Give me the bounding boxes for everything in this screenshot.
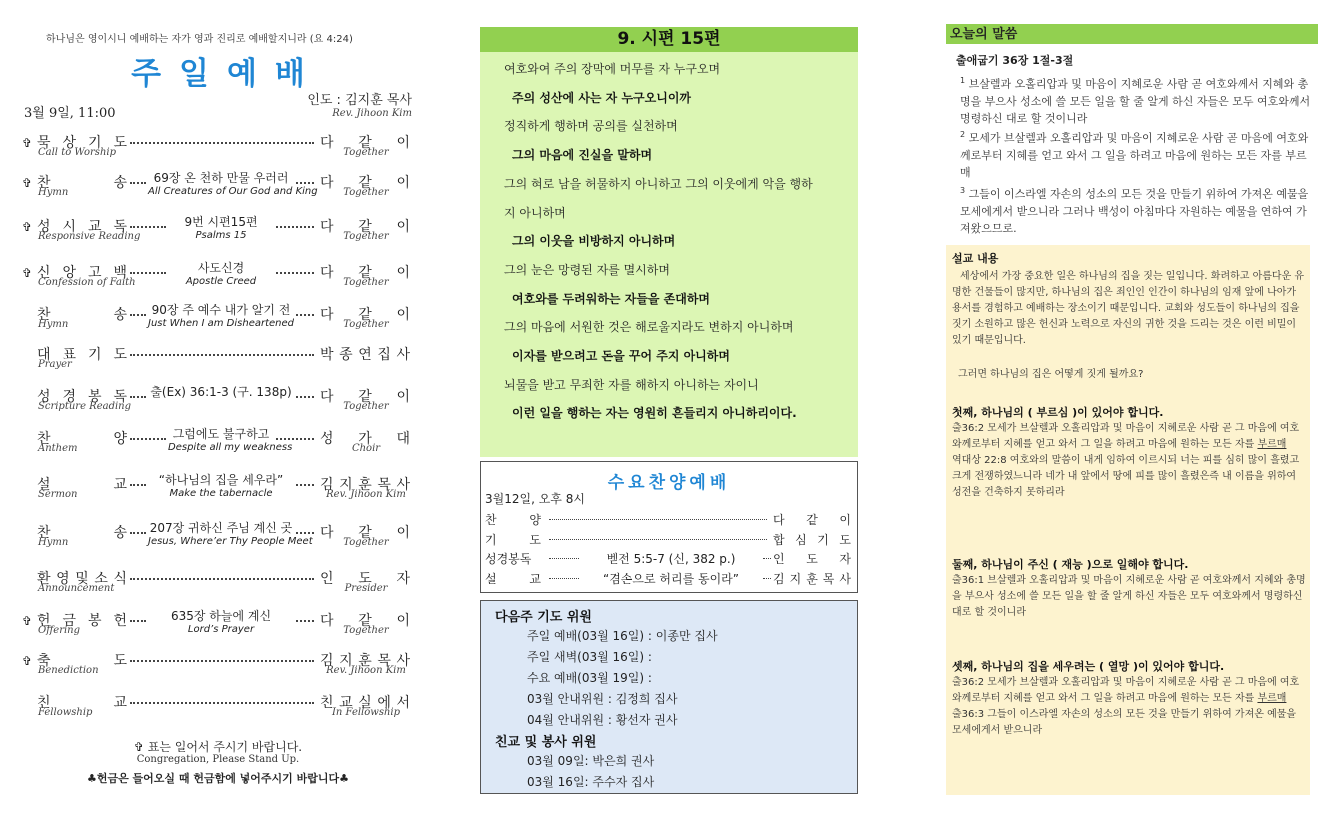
dot-leader	[130, 578, 314, 580]
leader-char: 김	[320, 653, 334, 669]
order-item-leader-en: Together	[343, 277, 389, 288]
dot-leader	[296, 314, 314, 316]
wednesday-row	[485, 511, 853, 529]
leader-char: 다	[320, 135, 334, 151]
order-item-char: 대	[37, 347, 51, 363]
leader-char: 지	[339, 653, 353, 669]
sermon-point-keyword: 부르매	[1257, 439, 1287, 450]
order-item-char: 기	[87, 347, 102, 363]
sermon-point-text: 출36:2 모세가 브살렐과 오홀리압과 및 마음이 지혜로운 사람 곧 그 마음에 여호와께로부터 지혜를 얻고 와서 그 일을 하려고 마음에 원하는 모든 자를	[952, 423, 1300, 450]
leader-char: 집	[377, 347, 391, 363]
leader-char: 이	[396, 175, 410, 191]
order-item-leader-en: Rev. Jihoon Kim	[326, 665, 406, 676]
psalm-line: 그의 마음에 진실을 말하며	[512, 148, 653, 163]
fellowship-committee-item: 03월 09일: 박은희 권사	[527, 754, 655, 768]
order-item-detail	[148, 301, 294, 329]
order-item-en: Offering	[38, 625, 81, 636]
offering-note: ♣헌금은 들어오실 때 헌금함에 넣어주시기 바랍니다♣	[86, 772, 349, 785]
order-item-en: Sermon	[38, 489, 78, 500]
leader-char: 교	[339, 695, 353, 711]
dot-leader	[763, 578, 771, 579]
wednesday-leader-char: 자	[839, 552, 851, 566]
order-item-char: 송	[113, 525, 127, 541]
leader-char: 대	[396, 431, 410, 447]
wednesday-row	[485, 570, 853, 588]
wednesday-detail: 벧전 5:5-7 (신, 382 p.)	[606, 552, 736, 566]
leader-char: 다	[320, 219, 334, 235]
order-item-char: 교	[113, 477, 127, 493]
order-item-char: 백	[113, 265, 127, 281]
sermon-point-text: 출36:3 그들이 이스라엘 자손의 성소의 모든 것을 만들기 위하여 가져온 예물을 모세에게서 받으니라	[952, 709, 1297, 736]
order-item-char: 송	[113, 307, 127, 323]
leader-char: 자	[396, 571, 410, 587]
sermon-point-body	[952, 421, 1306, 501]
dot-leader	[130, 620, 146, 622]
order-item-char: 독	[113, 389, 127, 405]
stand-note-en: Congregation, Please Stand Up.	[136, 754, 300, 765]
order-row	[18, 692, 418, 728]
order-item-detail	[148, 471, 294, 499]
order-item-char: 설	[37, 477, 51, 493]
leader-char: 사	[396, 653, 410, 669]
order-item-char: 경	[62, 389, 77, 405]
sermon-point-title: 셋째, 하나님의 집을 세우려는 ( 열망 )이 있어야 합니다.	[952, 660, 1225, 673]
prayer-committee-item: 수요 예배(03월 19일) :	[527, 671, 652, 685]
order-item-char: 환	[37, 571, 51, 587]
detail-ko: “하나님의 집을 세우라”	[158, 473, 284, 487]
dot-leader	[130, 226, 166, 228]
wednesday-service-box	[480, 461, 858, 593]
leader-char: 이	[396, 525, 410, 541]
verse-text: 그들이 이스라엘 자손의 성소의 모든 것을 만들기 위하여 가져온 예물을 모세에게서 받으니라 그러나 백성이 아침마다 자원하는 예물을 연하여 가져왔으므로.	[960, 187, 1309, 235]
psalm-line: 주의 성산에 사는 자 누구오니이까	[512, 90, 692, 105]
order-row	[18, 344, 418, 380]
detail-ko: 69장 온 천하 만물 우러러	[153, 171, 289, 185]
order-item-char: 헌	[37, 613, 51, 629]
order-item-char: 식	[113, 571, 127, 587]
leader-char: 이	[396, 265, 410, 281]
order-item-char: 찬	[37, 307, 51, 323]
dot-leader	[549, 539, 767, 540]
cross-icon: ✞	[22, 654, 33, 668]
sermon-notes-box	[946, 245, 1310, 795]
detail-en: All Creatures of Our God and King	[148, 186, 318, 197]
dot-leader	[296, 396, 314, 398]
leader-char: 종	[339, 347, 353, 363]
worship-order-column	[18, 24, 418, 814]
detail-en: Jesus, Where’er Thy People Meet	[148, 536, 313, 547]
verse-number: 3	[960, 186, 966, 195]
order-row	[18, 132, 418, 168]
order-item-en: Fellowship	[38, 707, 93, 718]
leader-char: 같	[358, 135, 372, 151]
order-row	[18, 172, 418, 208]
sermon-point-body	[952, 675, 1306, 739]
prayer-committee-heading: 다음주 기도 위원	[495, 610, 592, 625]
order-item-en: Confession of Faith	[38, 277, 136, 288]
leader-char: 실	[358, 695, 372, 711]
wednesday-item: 성경봉독	[485, 552, 532, 566]
leader-char: 다	[320, 525, 334, 541]
cross-icon: ✞	[22, 614, 33, 628]
dot-leader	[296, 484, 314, 486]
order-item-char: 신	[37, 265, 51, 281]
order-item-char: 및	[75, 571, 89, 587]
order-item-char: 고	[87, 265, 102, 281]
wednesday-row	[485, 531, 853, 549]
wednesday-leader	[773, 570, 851, 587]
scripture-verse	[960, 72, 1312, 127]
leader-en: Rev. Jihoon Kim	[332, 108, 412, 119]
leader-char: 지	[339, 477, 353, 493]
wednesday-leader-char: 목	[822, 571, 835, 586]
wednesday-leader-char: 다	[773, 513, 785, 527]
order-item-leader-en: In Fellowship	[331, 707, 401, 718]
page-title: 주일예배	[131, 56, 323, 92]
order-item-leader-en: Rev. Jihoon Kim	[326, 489, 406, 500]
wednesday-leader-char: 도	[806, 552, 818, 566]
leader-char: 다	[320, 613, 334, 629]
leader-char: 사	[396, 477, 410, 493]
wednesday-leader	[773, 511, 851, 528]
order-row	[18, 386, 418, 422]
order-item-char: 시	[62, 219, 77, 235]
sermon-intro: 세상에서 가장 중요한 일은 하나님의 집을 짓는 일입니다. 화려하고 아름다운 유명한 건물들이 많지만, 하나님의 집은 죄인인 인간이 하나님의 임재 앞에 나아가 용서를 경험하고 예배하는 장소이기 때문입니다. 교회와 성도들이 하나님의 집을 짓기 소원하고 많은 헌신과 노력으로 자신의 귀한 것을 드리는 것은 이런 비밀이 있기 때문입니다.	[952, 271, 1305, 346]
leader-char: 같	[358, 613, 372, 629]
dot-leader	[130, 660, 314, 662]
order-row	[18, 262, 418, 298]
order-item-char: 교	[113, 695, 127, 711]
order-item-char: 헌	[113, 613, 127, 629]
dot-leader	[130, 484, 146, 486]
leader-char: 다	[320, 307, 334, 323]
dot-leader	[130, 532, 146, 534]
order-item-en: Prayer	[38, 359, 72, 370]
order-item-char: 영	[56, 571, 70, 587]
verse-number: 2	[960, 130, 966, 139]
sermon-point-text: 출36:2 모세가 브살렐과 오홀리압과 및 마음이 지혜로운 사람 곧 그 마음에 여호와께로부터 지혜를 얻고 와서 그 일을 하려고 마음에 원하는 모든 자를	[952, 677, 1300, 704]
detail-ko: 9번 시편15편	[184, 215, 258, 229]
detail-ko: 90장 주 예수 내가 알기 전	[151, 303, 291, 317]
verse-text: 모세가 브살렐과 오홀리압과 및 마음이 지혜로운 사람 곧 마음에 여호와께로부터 지혜를 얻고 와서 그 일을 하려고 마음에 원하는 모든 자를 부르매	[960, 131, 1309, 179]
leader-char: 이	[396, 613, 410, 629]
wednesday-leader-char: 기	[817, 532, 829, 547]
order-row	[18, 428, 418, 464]
order-item-char: 소	[94, 571, 108, 587]
order-item-leader-en: Together	[343, 187, 389, 198]
leader-char: 가	[358, 431, 372, 447]
sermon-question: 그러면 하나님의 집은 어떻게 짓게 될까요?	[958, 369, 1144, 380]
detail-ko: 사도신경	[197, 261, 245, 275]
wednesday-row	[485, 550, 853, 568]
dot-leader	[549, 578, 579, 579]
leader-char: 이	[396, 135, 410, 151]
scripture-reference: 출애굽기 36장 1절-3절	[956, 54, 1074, 67]
leader-char: 같	[358, 175, 372, 191]
wednesday-item-char: 교	[529, 571, 541, 586]
sermon-point-keyword: 부르매	[1257, 693, 1287, 704]
psalm-title: 9. 시편 15편	[480, 27, 858, 52]
sermon-heading: 설교 내용	[952, 252, 999, 265]
order-item-char: 묵	[37, 135, 51, 151]
order-item-char: 도	[113, 135, 127, 151]
wednesday-detail: “겸손으로 허리를 동이라”	[603, 571, 739, 586]
order-item-char: 송	[113, 175, 127, 191]
service-date: 3월 9일, 11:00	[24, 106, 116, 121]
leader-char: 사	[396, 347, 410, 363]
dot-leader	[130, 354, 314, 356]
order-item-detail	[168, 425, 293, 453]
responsive-reading-box	[480, 27, 858, 457]
cross-icon: ✞	[22, 176, 33, 190]
wednesday-leader-char: 사	[839, 571, 851, 586]
detail-ko: 207장 귀하신 주님 계신 곳	[149, 521, 293, 535]
wednesday-title: 수요찬양예배	[607, 473, 731, 493]
scripture-verse	[960, 182, 1312, 237]
order-item-char: 봉	[87, 389, 102, 405]
order-item-char: 금	[62, 613, 77, 629]
order-item-leader	[320, 344, 410, 364]
dot-leader	[276, 226, 314, 228]
leader-char: 이	[396, 307, 410, 323]
dot-leader	[276, 272, 314, 274]
order-item-char: 도	[113, 347, 127, 363]
order-item-en: Call to Worship	[38, 147, 116, 158]
psalm-line: 지 아니하며	[504, 205, 566, 220]
todays-word-title: 오늘의 말씀	[946, 24, 1318, 44]
order-item-detail	[168, 259, 274, 287]
psalm-line: 그의 마음에 서원한 것은 해로울지라도 변하지 아니하며	[504, 320, 794, 335]
psalm-line: 이런 일을 행하는 자는 영원히 흔들리지 아니하리이다.	[512, 406, 797, 421]
order-item-detail	[148, 519, 313, 547]
order-item-detail	[168, 213, 274, 241]
wednesday-leader-char: 도	[839, 532, 851, 547]
wednesday-leader-char: 합	[773, 532, 785, 547]
leader-char: 에	[377, 695, 391, 711]
order-item-en: Anthem	[38, 443, 78, 454]
sermon-point-text: 역대상 22:8 여호와의 말씀이 내게 임하여 이르시되 너는 피를 심히 많이 흘렸고 크게 전쟁하였느니라 네가 내 앞에서 땅에 피를 많이 흘렸은즉 내 이름을 위하여 성전을 건축하지 못하리라	[952, 455, 1300, 498]
dot-leader	[130, 438, 166, 440]
order-item-leader-en: Together	[343, 147, 389, 158]
leader-char: 다	[320, 265, 334, 281]
detail-en: Make the tabernacle	[169, 488, 273, 499]
dot-leader	[296, 620, 314, 622]
psalm-line: 그의 혀로 남을 허물하지 아니하고 그의 이웃에게 악을 행하	[504, 176, 813, 191]
leader-char: 같	[358, 389, 372, 405]
detail-ko: 635장 하늘에 계신	[170, 609, 272, 623]
order-row	[18, 522, 418, 558]
cross-icon: ✞	[22, 220, 33, 234]
detail-en: Lord’s Prayer	[187, 624, 255, 635]
wednesday-item-char: 기	[485, 532, 497, 547]
leader-ko: 인도 : 김지훈 목사	[307, 93, 412, 108]
leader-char: 다	[320, 389, 334, 405]
dot-leader	[130, 396, 146, 398]
order-item-leader-en: Together	[343, 625, 389, 636]
order-row	[18, 568, 418, 604]
wednesday-item	[485, 531, 541, 548]
order-row	[18, 304, 418, 340]
order-item-char: 양	[113, 431, 127, 447]
wednesday-item-char: 양	[529, 513, 541, 527]
todays-word-box	[946, 24, 1318, 240]
wednesday-leader-char: 김	[773, 571, 785, 586]
detail-ko: 출(Ex) 36:1-3 (구. 138p)	[150, 385, 292, 399]
order-item-char: 찬	[37, 175, 51, 191]
dot-leader	[296, 182, 314, 184]
wednesday-leader-char: 같	[806, 513, 818, 527]
wednesday-leader	[773, 531, 851, 548]
dot-leader	[130, 272, 166, 274]
cross-icon: ✞	[22, 136, 33, 150]
fellowship-committee-item: 03월 16일: 주수자 집사	[527, 775, 655, 789]
wednesday-item	[485, 511, 541, 528]
leader-char: 다	[320, 175, 334, 191]
order-item-detail	[148, 383, 294, 400]
order-item-leader-en: Together	[343, 319, 389, 330]
leader-char: 성	[320, 431, 334, 447]
dot-leader	[130, 314, 146, 316]
order-item-char: 표	[62, 347, 77, 363]
leader-char: 도	[358, 571, 372, 587]
sermon-point-body	[952, 573, 1306, 621]
cross-icon: ✞	[22, 266, 33, 280]
service-leader	[307, 89, 412, 119]
order-item-detail	[148, 169, 318, 197]
detail-en: Apostle Creed	[185, 276, 257, 287]
order-item-char: 축	[37, 653, 51, 669]
dot-leader	[296, 532, 314, 534]
sermon-point-title: 둘째, 하나님이 주신 ( 재능 )으로 일해야 합니다.	[952, 558, 1189, 571]
leader-char: 훈	[358, 477, 372, 493]
order-item-en: Hymn	[38, 537, 69, 548]
order-item-char: 상	[62, 135, 77, 151]
wednesday-leader-char: 인	[773, 552, 785, 566]
leader-char: 훈	[358, 653, 372, 669]
fellowship-committee-heading: 친교 및 봉사 위원	[495, 735, 597, 750]
leader-char: 목	[377, 477, 391, 493]
order-item-en: Benediction	[38, 665, 99, 676]
prayer-committee-item: 주일 새벽(03월 16일) :	[527, 650, 652, 664]
leader-char: 친	[320, 695, 334, 711]
wednesday-leader	[773, 550, 851, 567]
wednesday-leader-char: 훈	[806, 571, 818, 586]
order-item-leader-en: Together	[343, 537, 389, 548]
leader-char: 인	[320, 571, 334, 587]
leader-char: 이	[396, 389, 410, 405]
psalm-line: 여호와여 주의 장막에 머무를 자 누구오며	[504, 62, 721, 76]
stand-note: ✞ 표는 일어서 주시기 바랍니다.	[133, 740, 303, 754]
dot-leader	[549, 519, 767, 520]
scripture-verse	[960, 126, 1312, 181]
order-item-char: 성	[37, 389, 51, 405]
sermon-point-title: 첫째, 하나님의 ( 부르심 )이 있어야 합니다.	[952, 406, 1164, 419]
wednesday-item-char: 찬	[485, 513, 497, 527]
leader-char: 서	[396, 695, 410, 711]
order-item-leader-en: Choir	[351, 443, 381, 454]
detail-ko: 그럼에도 불구하고	[172, 427, 270, 441]
sermon-point-text: 출36:1 브살렐과 오홀리압과 및 마음이 지혜로운 사람 곧 여호와께서 지혜와 총명을 부으사 성소에 쓸 모든 일을 할 줄 알게 하신 자들은 모두 여호와께서 명령하신 대로 할 것이니라	[952, 575, 1306, 618]
leader-char: 같	[358, 219, 372, 235]
prayer-committee-item: 주일 예배(03월 16일) : 이종만 집사	[527, 629, 718, 643]
dot-leader	[276, 438, 314, 440]
verse-text: 브살렐과 오홀리압과 및 마음이 지혜로운 사람 곧 여호와께서 지혜와 총명을 부으사 성소에 쓸 모든 일을 할 줄 알게 하신 자들은 모두 여호와께서 명령하신 대로 할 것이니라	[960, 77, 1311, 125]
order-item-char: 독	[113, 219, 127, 235]
order-item-leader-en: Together	[343, 401, 389, 412]
order-item-char: 찬	[37, 525, 51, 541]
leader-char: 같	[358, 525, 372, 541]
prayer-committee-item: 04월 안내위원 : 황선자 권사	[527, 713, 678, 727]
wednesday-item	[485, 570, 541, 587]
psalm-line: 이자를 받으려고 돈을 꾸어 주지 아니하며	[512, 349, 730, 363]
order-item-en: Scripture Reading	[38, 401, 132, 412]
order-item-char: 찬	[37, 431, 51, 447]
order-item-en: Hymn	[38, 187, 69, 198]
leader-char: 같	[358, 307, 372, 323]
order-row	[18, 474, 418, 510]
order-item-en: Hymn	[38, 319, 69, 330]
wednesday-item-char: 도	[529, 532, 541, 547]
order-item-char: 봉	[87, 613, 102, 629]
wednesday-leader-char: 지	[789, 571, 802, 586]
order-item-char: 앙	[62, 265, 77, 281]
wednesday-date: 3월12일, 오후 8시	[485, 492, 585, 506]
order-item-leader-en: Together	[343, 231, 389, 242]
order-row	[18, 216, 418, 252]
wednesday-leader-char: 심	[795, 532, 807, 547]
order-item-char: 친	[37, 695, 51, 711]
dot-leader	[130, 702, 314, 704]
order-item-char: 교	[87, 219, 102, 235]
psalm-line: 뇌물을 받고 무죄한 자를 해하지 아니하는 자이니	[504, 377, 759, 392]
dot-leader	[130, 142, 314, 144]
wednesday-leader-char: 이	[839, 513, 851, 527]
leader-char: 연	[358, 347, 372, 363]
committee-box	[480, 600, 858, 794]
leader-char: 목	[377, 653, 391, 669]
psalm-line: 그의 눈은 망령된 자를 멸시하며	[504, 262, 670, 277]
detail-en: Despite all my weakness	[168, 442, 293, 453]
header-verse: 하나님은 영이시니 예배하는 자가 영과 진리로 예배할지니라 (요 4:24)	[46, 34, 353, 45]
leader-char: 이	[396, 219, 410, 235]
order-item-char: 성	[37, 219, 51, 235]
dot-leader	[130, 182, 146, 184]
detail-en: Psalms 15	[195, 230, 247, 241]
psalm-line: 여호와를 두려워하는 자들을 존대하며	[512, 291, 711, 306]
order-row	[18, 610, 418, 646]
leader-char: 같	[358, 265, 372, 281]
prayer-committee-item: 03월 안내위원 : 김정희 집사	[527, 692, 678, 706]
wednesday-item-char: 설	[485, 571, 497, 586]
order-item-detail	[148, 607, 294, 635]
leader-char: 박	[320, 347, 334, 363]
psalm-line: 그의 이웃을 비방하지 아니하며	[512, 234, 676, 249]
order-row	[18, 650, 418, 686]
leader-char: 김	[320, 477, 334, 493]
dot-leader	[763, 558, 771, 559]
verse-number: 1	[960, 76, 966, 85]
order-item-char: 도	[113, 653, 127, 669]
dot-leader	[549, 558, 579, 559]
order-item-char: 기	[87, 135, 102, 151]
detail-en: Just When I am Disheartened	[148, 318, 294, 329]
order-item-en: Responsive Reading	[38, 231, 141, 242]
psalm-line: 정직하게 행하며 공의를 실천하며	[504, 119, 678, 134]
order-item-en: Announcement	[38, 583, 115, 594]
order-item-leader-en: Presider	[344, 583, 388, 594]
